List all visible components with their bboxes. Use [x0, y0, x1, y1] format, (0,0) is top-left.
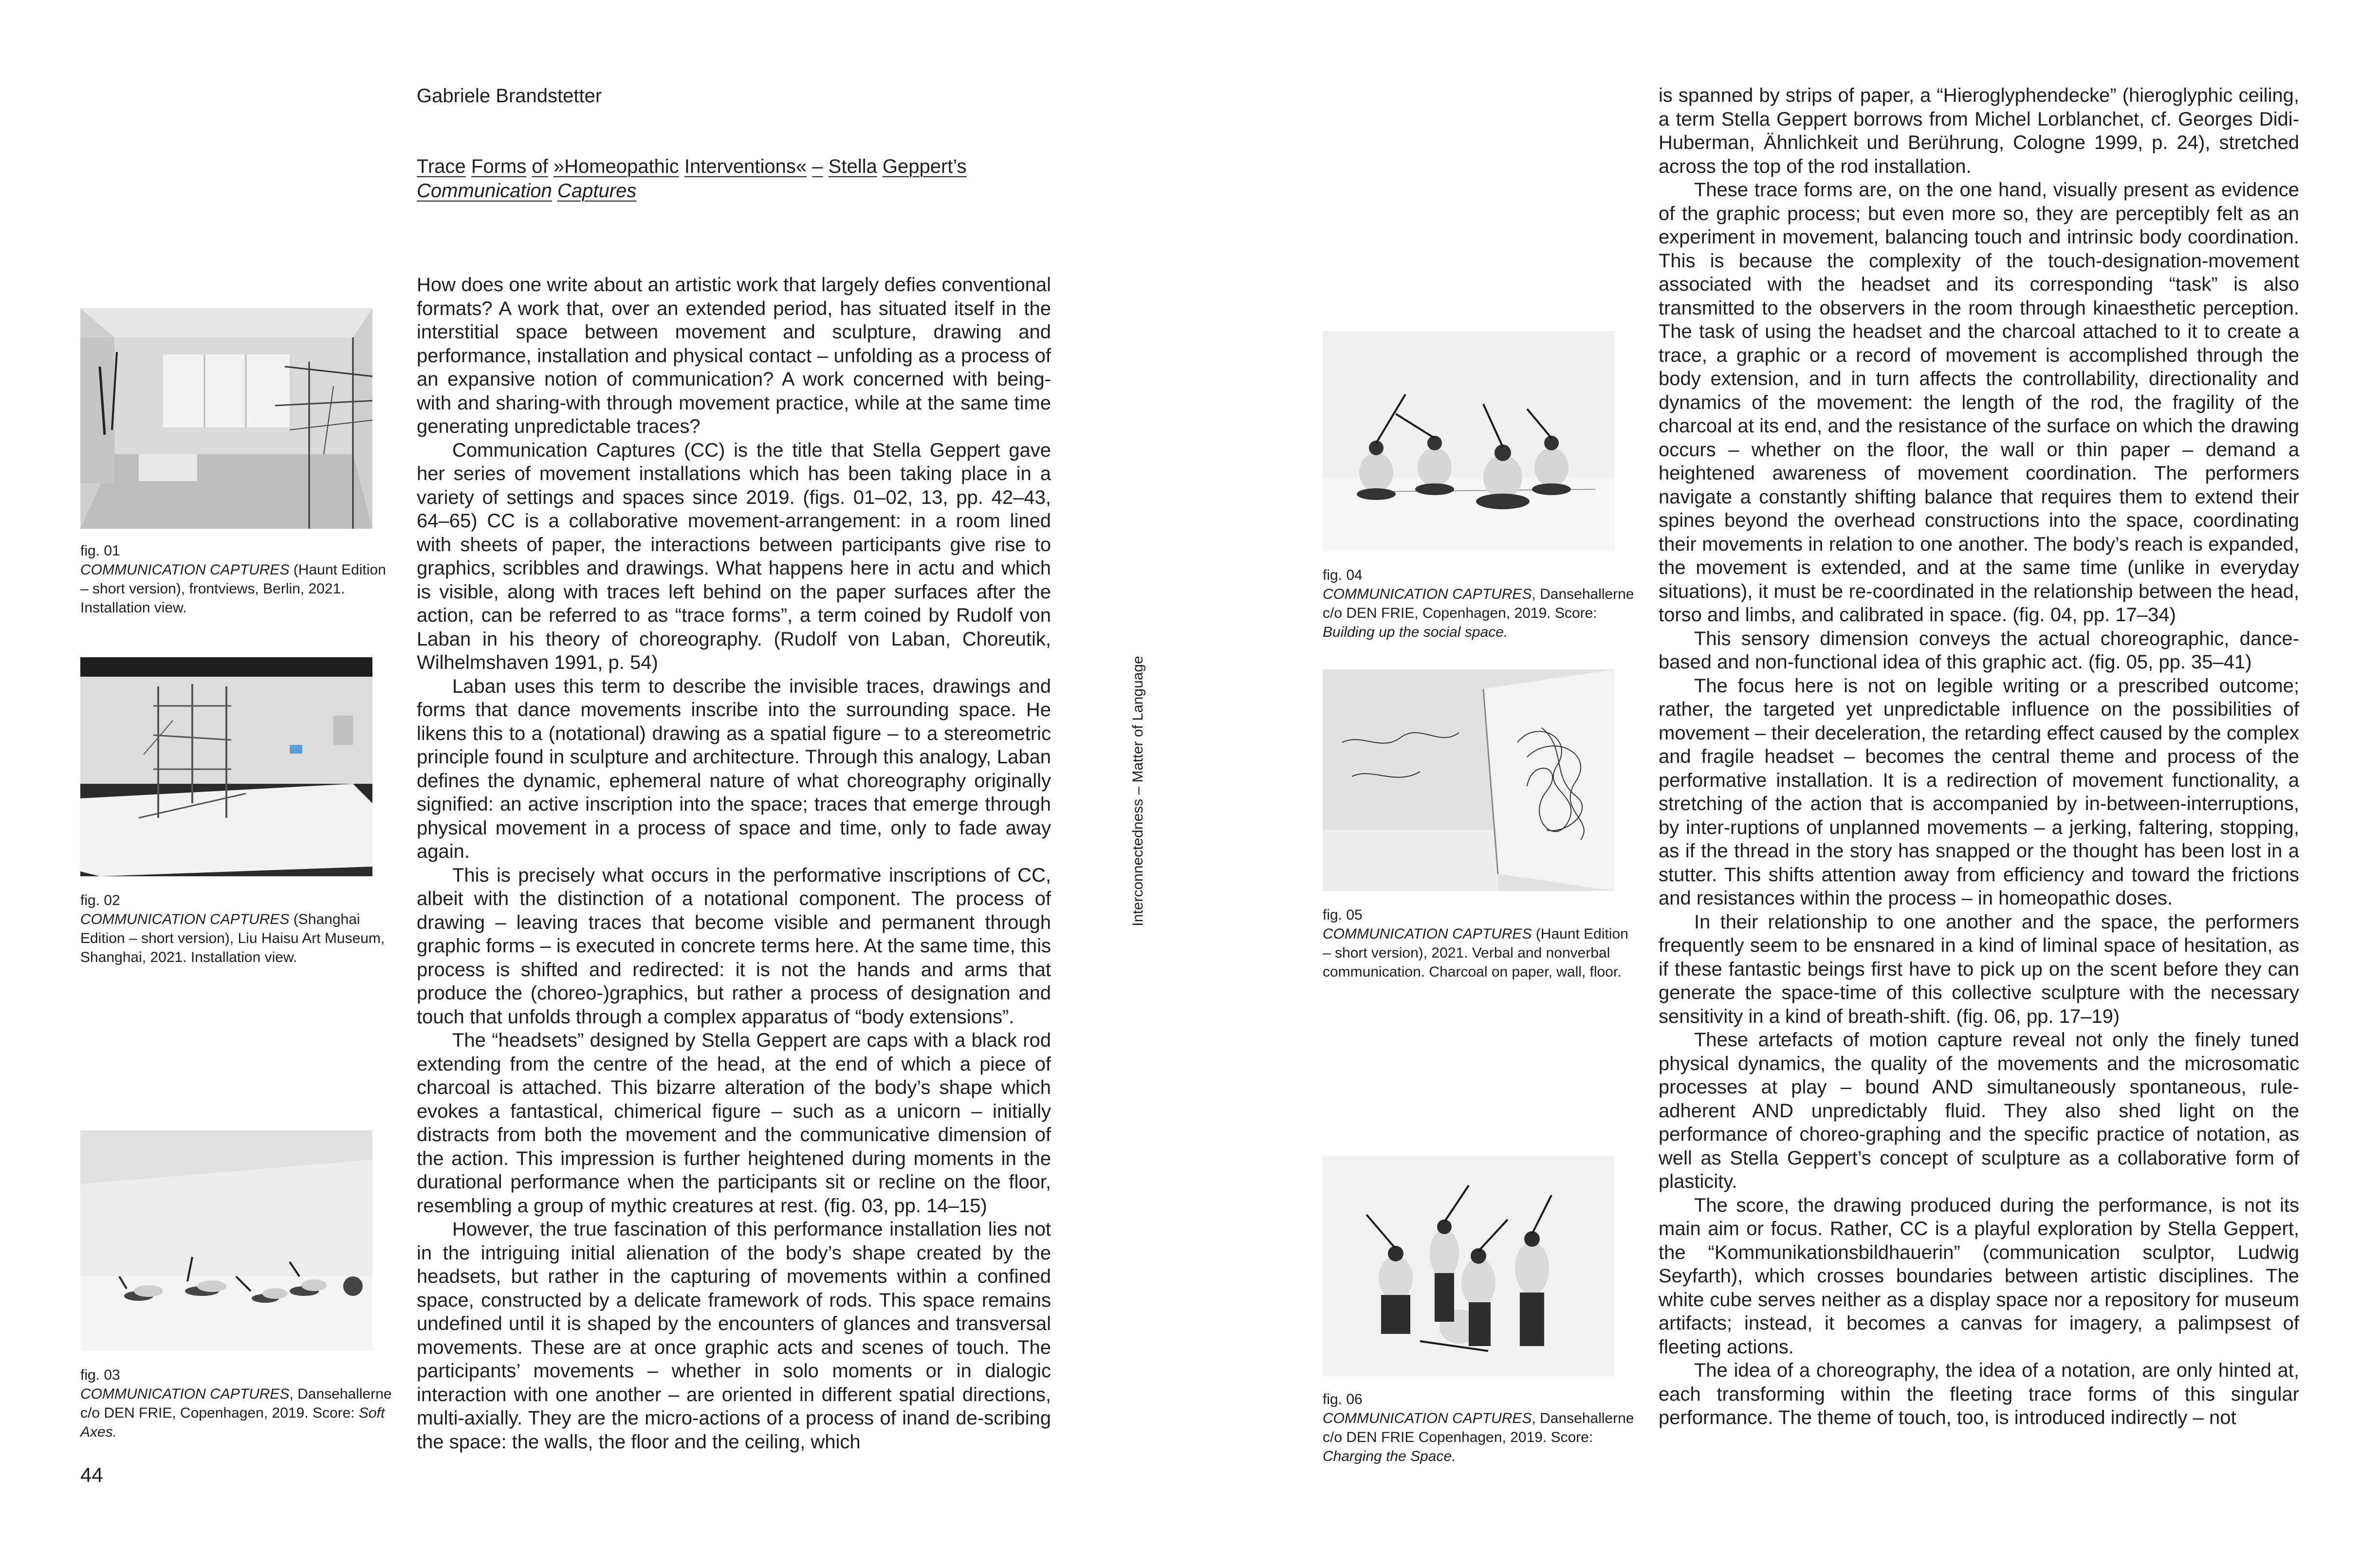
- figure-01-photo: [80, 308, 372, 529]
- figure-04-caption: fig. 04 COMMUNICATION CAPTURES, Dansehallerne c/o DEN FRIE, Copenhagen, 2019. Score: Building up the social space.: [1323, 566, 1634, 642]
- figure-label: fig. 01: [80, 543, 120, 559]
- body-text-right: [1659, 84, 2299, 1430]
- paragraph: In their relationship to one another and the space, the performers frequently seem to be ensnared in a kind of liminal space of hesitation, as if these fantastic beings first have to pick up on the scent before they can generate the space-time of this collective sculpture with the necessary sensitivity in a kind of breath-shift. (fig. 06, pp. 17–19): [1659, 911, 2299, 1027]
- paragraph: These trace forms are, on the one hand, visually present as evidence of the graphic process; but even more so, they are perceptibly felt as an experiment in movement, balancing touch and intrinsic body coordination. This is because the complexity of the touch-designation-movement associated with the headset and its corresponding “task” is also transmitted to the observers in the room through kinaesthetic perception. The task of using the headset and the charcoal attached to it to create a trace, a graphic or a record of movement is accomplished through the body extension, and in turn affects the controllability, directionality and dynamics of the movement: the length of the rod, the fragility of the charcoal at its end, and the resistance of the surface on which the drawing occurs – whether on the floor, the wall or thin paper – demand a heightened awareness of movement coordination. The performers navigate a constantly shifting balance that requires them to extend their spines beyond the overhead constructions into the space, coordinating their movements in relation to one another. The body’s reach is expanded, the movement is extended, and at the same time (unlike in everyday situations), it must be re-coordinated in the relationship between the head, torso and limbs, and calibrated in space. (fig. 04, pp. 17–34): [1659, 179, 2299, 626]
- paragraph: The “headsets” designed by Stella Geppert are caps with a black rod extending from the centre of the head, at the end of which a piece of charcoal is attached. This bizarre alteration of the body’s shape which evokes a fantastical, chimerical figure – such as a unicorn – initially distracts from both the movement and the communicative dimension of the action. This impression is further heightened during moments in the durational performance when the participants sit or recline on the floor, resembling a group of mythic creatures at rest. (fig. 03, pp. 14–15): [417, 1030, 1051, 1217]
- figure-06-caption: fig. 06 COMMUNICATION CAPTURES, Dansehallerne c/o DEN FRIE Copenhagen, 2019. Score: Charging the Space.: [1323, 1390, 1634, 1466]
- figure-label: fig. 05: [1323, 907, 1363, 923]
- figure-label: fig. 02: [80, 892, 120, 908]
- paragraph: is spanned by strips of paper, a “Hieroglyphendecke” (hieroglyphic ceiling, a term Stella Geppert borrows from Michel Lorblanchet, cf. Georges Didi-Huberman, Ähnlichkeit und Berührung, Cologne 1999, p. 24), stretched across the top of the rod installation.: [1659, 85, 2299, 177]
- figure-label: fig. 04: [1323, 567, 1363, 583]
- paragraph: The focus here is not on legible writing or a prescribed outcome; rather, the targeted yet unpredictable influence on the possibilities of movement – their deceleration, the retarding effect caused by the complex and fragile headset – becomes the central theme and process of the performative installation. It is a redirection of movement functionality, a stretching of the action that is accompanied by in-between-interruptions, by inter-ruptions of unplanned movements – a jerking, faltering, stopping, as if the thread in the story has snapped or the thought has been lost in a stutter. This shifts attention away from efficiency and toward the frictions and resistances within the process – in homeopathic doses.: [1659, 675, 2299, 909]
- paragraph: These artefacts of motion capture reveal not only the finely tuned physical dynamics, the quality of the movements and the microsomatic processes at play – bound AND simultaneously spontaneous, rule-adherent AND unpredictably fluid. They also shed light on the performance of choreo-graphing and the specific practice of notation, as well as Stella Geppert’s concept of sculpture as a collaborative form of plasticity.: [1659, 1029, 2299, 1192]
- page-number: 44: [80, 1463, 103, 1486]
- figure-03-photo: [80, 1130, 372, 1351]
- figure-label: fig. 03: [80, 1367, 120, 1383]
- figure-01-caption: fig. 01 COMMUNICATION CAPTURES (Haunt Edition – short version), frontviews, Berlin, 2021. Installation view.: [80, 541, 392, 617]
- figure-04-photo: [1323, 331, 1615, 551]
- paragraph: The idea of a choreography, the idea of a notation, are only hinted at, each transforming within the fleeting trace forms of this singular performance. The theme of touch, too, is introduced indirectly – not: [1659, 1360, 2299, 1428]
- paragraph: The score, the drawing produced during the performance, is not its main aim or focus. Rather, CC is a playful exploration by Stella Geppert, the “Kommunikationsbildhauerin” (communication sculptor, Ludwig Seyfarth), which crosses boundaries between artistic disciplines. The white cube serves neither as a display space nor a repository for museum artifacts; instead, it becomes a canvas for imagery, a palimpsest of fleeting actions.: [1659, 1194, 2299, 1358]
- paragraph: Communication Captures (CC) is the title that Stella Geppert gave her series of movement installations which has been taking place in a variety of settings and spaces since 2019. (figs. 01–02, 13, pp. 42–43, 64–65) CC is a collaborative movement-arrangement: in a room lined with sheets of paper, the interactions between participants give rise to graphics, scribbles and drawings. What happens here in actu and which is visible, along with traces left behind on the paper surfaces after the action, can be referred to as “trace forms”, a term coined by Rudolf von Laban in his theory of choreography. (Rudolf von Laban, Choreutik, Wilhelmshaven 1991, p. 54): [417, 439, 1051, 673]
- paragraph: This is precisely what occurs in the performative inscriptions of CC, albeit with the distinction of a notational component. The process of drawing – leaving traces that become visible and permanent through graphic forms – is executed in concrete terms here. At the same time, this process is shifted and redirected: it is not the hands and arms that produce the (choreo-)graphics, but rather a process of designation and touch that unfolds through a complex apparatus of “body extensions”.: [417, 864, 1051, 1028]
- paragraph: Laban uses this term to describe the invisible traces, drawings and forms that dance movements inscribe into the surrounding space. He likens this to a (notational) drawing as a spatial figure – to a stereometric principle found in sculpture and architecture. Through this analogy, Laban defines the dynamic, ephemeral nature of what choreography originally signified: an active inscription into the space; traces that emerge through physical movement in a process of space and time, only to fade away again.: [417, 675, 1051, 862]
- running-head: Interconnectedness – Matter of Language: [1130, 656, 1146, 926]
- paragraph: How does one write about an artistic work that largely defies conventional formats? A work that, over an extended period, has situated itself in the interstitial space between movement and sculpture, drawing and performance, installation and physical contact – unfolding as a process of an expansive notion of communication? A work concerned with being-with and sharing-with through movement practice, while at the same time generating unpredictable traces?: [417, 274, 1051, 437]
- author-name: Gabriele Brandstetter: [417, 85, 602, 107]
- figure-02-caption: fig. 02 COMMUNICATION CAPTURES (Shanghai Edition – short version), Liu Haisu Art Museum, Shanghai, 2021. Installation view.: [80, 891, 392, 967]
- figure-05-caption: fig. 05 COMMUNICATION CAPTURES (Haunt Edition – short version), 2021. Verbal and nonverbal communication. Charcoal on paper, wall, floor.: [1323, 905, 1634, 981]
- figure-06-photo: [1323, 1156, 1615, 1376]
- figure-03-caption: fig. 03 COMMUNICATION CAPTURES, Dansehallerne c/o DEN FRIE, Copenhagen, 2019. Score: Soft Axes.: [80, 1366, 392, 1441]
- article-title: Trace Forms of »Homeopathic Interventions« – Stella Geppert’s Communication Captures: [417, 156, 967, 202]
- paragraph: This sensory dimension conveys the actual choreographic, dance-based and non-functional idea of this graphic act. (fig. 05, pp. 35–41): [1659, 628, 2299, 673]
- body-text-left: [417, 273, 1051, 1454]
- figure-label: fig. 06: [1323, 1391, 1363, 1407]
- paragraph: However, the true fascination of this performance installation lies not in the intriguing initial alienation of the body’s shape created by the headsets, but rather in the capturing of movements within a confined space, constructed by a delicate framework of rods. This space remains undefined until it is shaped by the encounters of glances and transversal movements. These are at once graphic acts and scenes of touch. The participants’ movements – whether in solo moments or in dialogic interaction with one another – are oriented in different spatial directions, multi-axially. They are the micro-actions of a process of inand de-scribing the space: the walls, the floor and the ceiling, which: [417, 1219, 1051, 1453]
- figure-02-photo: [80, 657, 372, 876]
- figure-05-photo: [1323, 669, 1615, 891]
